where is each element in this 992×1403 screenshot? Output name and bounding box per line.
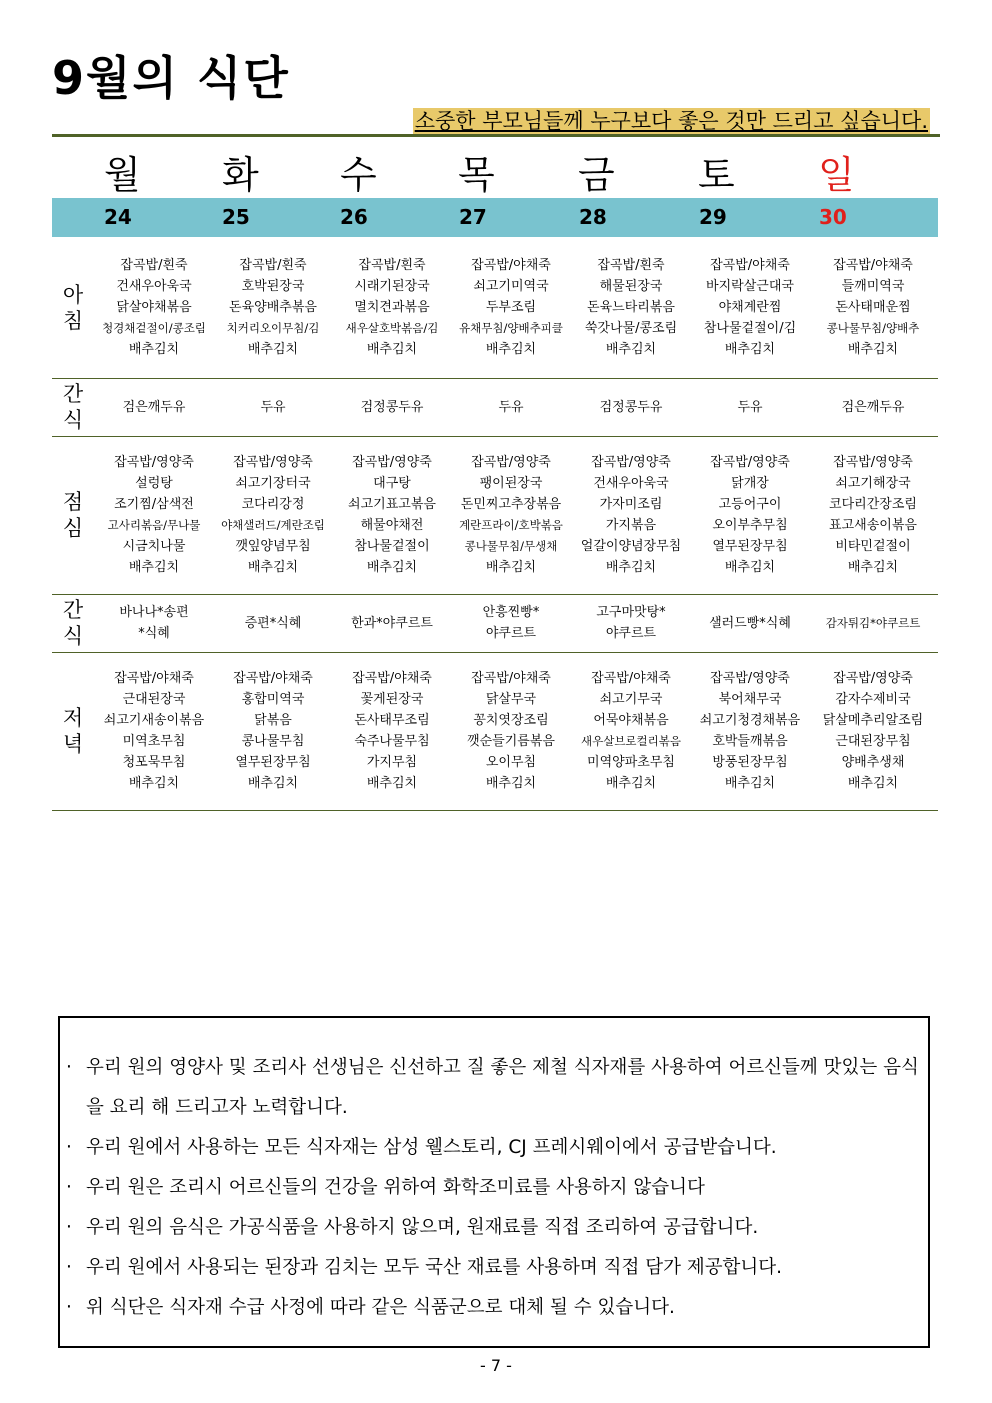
menu-item: 청경채겉절이/콩조림: [102, 321, 206, 335]
menu-item: 잡곡밥/영양죽: [233, 455, 313, 470]
menu-item: 계란프라이/호박볶음: [459, 518, 563, 532]
menu-item: 잡곡밥/영양죽: [471, 455, 551, 470]
menu-item: 팽이된장국: [479, 476, 543, 491]
menu-item: 새우살호박볶음/김: [345, 321, 439, 335]
menu-item: 야채계란찜: [718, 300, 782, 315]
meal-row-dinner: [52, 652, 938, 811]
weekday-tue: 화: [222, 153, 259, 197]
menu-item: 배추김치: [724, 560, 776, 575]
menu-item: 검은깨두유: [841, 399, 905, 415]
menu-cell-wed: [333, 652, 452, 810]
menu-item: 고구마맛탕*: [596, 605, 666, 620]
menu-item: 얼갈이양념장무침: [580, 539, 682, 554]
menu-item: 잡곡밥/야채죽: [591, 671, 671, 686]
menu-item: 미역초무침: [122, 734, 186, 749]
menu-item: 대구탕: [373, 476, 411, 491]
menu-item: 배추김치: [605, 342, 657, 357]
menu-cell-fri: [572, 652, 691, 810]
note-item: [66, 1128, 920, 1168]
menu-item: 시래기된장국: [354, 279, 430, 294]
weekday-mon: 월: [104, 153, 141, 197]
menu-item: 돈민찌고추장볶음: [460, 497, 562, 512]
menu-item: 비타민겉절이: [835, 539, 911, 554]
menu-item: 오이부추무침: [712, 518, 788, 533]
menu-cell-sun: [814, 237, 933, 378]
meal-label-text: 간식: [62, 382, 84, 432]
menu-item: 쇠고기표고볶음: [348, 497, 436, 512]
menu-item: 검정콩두유: [360, 399, 424, 415]
menu-item: 잡곡밥/영양죽: [833, 455, 913, 470]
menu-item: 참나물겉절이: [354, 539, 430, 554]
menu-item: 배추김치: [485, 342, 537, 357]
menu-item: 잡곡밥/영양죽: [833, 671, 913, 686]
menu-item: 배추김치: [247, 776, 299, 791]
menu-item: 호박된장국: [241, 279, 305, 294]
menu-item: 코다리간장조림: [829, 497, 917, 512]
menu-cell-wed: [333, 594, 452, 652]
menu-item: 배추김치: [485, 560, 537, 575]
menu-item: 건새우아욱국: [593, 476, 669, 491]
menu-item: 닭살무국: [485, 692, 537, 707]
menu-item: 잡곡밥/흰죽: [597, 258, 665, 273]
menu-cell-wed: [333, 378, 452, 436]
date-tue: 25: [222, 205, 250, 229]
note-text: 우리 원은 조리시 어르신들의 건강을 위하여 화학조미료를 사용하지 않습니다: [86, 1177, 705, 1198]
meal-row-snack-pm: [52, 594, 938, 653]
bullet-icon: ·: [66, 1137, 72, 1158]
menu-item: 시금치나물: [122, 539, 186, 554]
meal-row-snack-am: [52, 378, 938, 437]
note-text: 우리 원에서 사용되는 된장과 김치는 모두 국산 재료를 사용하며 직접 담가 제공합니다.: [86, 1257, 783, 1278]
menu-cell-tue: [214, 237, 333, 378]
title-divider: [52, 134, 940, 137]
menu-item: 콩나물무침/무생채: [464, 539, 558, 553]
menu-item: 잡곡밥/영양죽: [591, 455, 671, 470]
menu-item: 잡곡밥/야채죽: [233, 671, 313, 686]
meal-label: [52, 652, 94, 810]
menu-item: 배추김치: [128, 560, 180, 575]
menu-item: 잡곡밥/야채죽: [710, 258, 790, 273]
bullet-icon: ·: [66, 1257, 72, 1278]
menu-cell-sun: [814, 378, 933, 436]
menu-cell-sat: [691, 594, 810, 652]
weekday-sat: 토: [698, 153, 735, 197]
menu-item: 쇠고기해장국: [835, 476, 911, 491]
menu-cell-thu: [452, 237, 571, 378]
menu-cell-thu: [452, 436, 571, 594]
menu-cell-fri: [572, 378, 691, 436]
menu-item: 가지무침: [366, 755, 418, 770]
menu-item: 돈사태무조림: [354, 713, 430, 728]
menu-item: 멸치견과볶음: [354, 300, 430, 315]
meal-label-text: 간식: [62, 598, 84, 648]
menu-item: 건새우아욱국: [116, 279, 192, 294]
menu-item: 배추김치: [605, 560, 657, 575]
menu-cell-mon: [95, 594, 214, 652]
menu-item: 검정콩두유: [599, 399, 663, 415]
menu-item: 양배추생채: [841, 755, 905, 770]
date-fri: 28: [579, 205, 607, 229]
menu-item: 배추김치: [724, 342, 776, 357]
menu-item: 오이무침: [485, 755, 537, 770]
date-sat: 29: [699, 205, 727, 229]
menu-cell-wed: [333, 237, 452, 378]
menu-item: 배추김치: [847, 776, 899, 791]
menu-item: 조기찜/삼색전: [114, 497, 194, 512]
weekday-header: [52, 152, 938, 198]
menu-item: 콩나물무침: [241, 734, 305, 749]
bullet-icon: ·: [66, 1177, 72, 1198]
weekday-wed: 수: [340, 153, 377, 197]
menu-cell-sun: [814, 652, 933, 810]
menu-cell-wed: [333, 436, 452, 594]
menu-item: 잡곡밥/흰죽: [120, 258, 188, 273]
page-title: 9월의 식단: [52, 51, 290, 105]
menu-item: 배추김치: [485, 776, 537, 791]
menu-cell-mon: [95, 237, 214, 378]
menu-item: 배추김치: [724, 776, 776, 791]
menu-item: 코다리강정: [241, 497, 305, 512]
weekday-sun: 일: [818, 153, 855, 197]
menu-item: 바나나*송편: [119, 605, 189, 620]
meal-label: [52, 436, 94, 594]
note-item: [66, 1248, 920, 1288]
note-text: 우리 원의 음식은 가공식품을 사용하지 않으며, 원재료를 직접 조리하여 공급합니다.: [86, 1217, 759, 1238]
menu-item: 홍합미역국: [241, 692, 305, 707]
date-wed: 26: [340, 205, 368, 229]
meal-label-text: 점심: [62, 490, 84, 540]
menu-cell-sat: [691, 378, 810, 436]
bullet-icon: ·: [66, 1217, 72, 1238]
menu-item: 감자튀김*야쿠르트: [825, 615, 921, 630]
bullet-icon: ·: [66, 1057, 72, 1078]
menu-item: 설렁탕: [135, 476, 173, 491]
menu-item: 한과*야쿠르트: [351, 615, 433, 631]
menu-item: 치커리오이무침/김: [226, 321, 320, 335]
meal-label: [52, 237, 94, 378]
menu-item: 해물된장국: [599, 279, 663, 294]
menu-item: 어묵야채볶음: [593, 713, 669, 728]
menu-item: 깻순들기름볶음: [467, 734, 555, 749]
weekday-thu: 목: [458, 153, 495, 197]
menu-item: 바지락살근대국: [706, 279, 794, 294]
menu-item: 두부조림: [485, 300, 537, 315]
menu-cell-thu: [452, 594, 571, 652]
date-bar: [52, 198, 938, 237]
menu-item: 잡곡밥/야채죽: [352, 671, 432, 686]
menu-item: 꽃게된장국: [360, 692, 424, 707]
menu-item: 두유: [498, 399, 524, 415]
menu-item: 닭개장: [731, 476, 769, 491]
meal-label-text: 아침: [62, 282, 84, 333]
menu-item: 두유: [737, 399, 763, 415]
menu-cell-tue: [214, 594, 333, 652]
meal-label: [52, 594, 94, 652]
note-text: 우리 원에서 사용하는 모든 식자재는 삼성 웰스토리, CJ 프레시웨이에서 공급받습니다.: [86, 1137, 777, 1158]
menu-item: 배추김치: [366, 776, 418, 791]
menu-item: 근대된장국: [122, 692, 186, 707]
menu-item: 청포묵무침: [122, 755, 186, 770]
menu-item: 돈육양배추볶음: [229, 300, 317, 315]
menu-item: 배추김치: [128, 776, 180, 791]
menu-item: 잡곡밥/영양죽: [710, 671, 790, 686]
menu-item: 쇠고기청경채볶음: [699, 713, 801, 728]
note-item: [66, 1288, 920, 1328]
menu-cell-tue: [214, 378, 333, 436]
menu-item: 표고새송이볶음: [829, 518, 917, 533]
meal-label-text: 저녁: [62, 706, 84, 756]
menu-item: 돈육느타리볶음: [587, 300, 675, 315]
note-text: 우리 원의 영양사 및 조리사 선생님은 신선하고 질 좋은 제철 식자재를 사용하여 어르신들께 맛있는 음식을 요리 해 드리고자 노력합니다.: [86, 1057, 919, 1118]
meal-row-lunch: [52, 436, 938, 595]
menu-item: 잡곡밥/영양죽: [710, 455, 790, 470]
menu-item: 쇠고기장터국: [235, 476, 311, 491]
menu-item: 잡곡밥/영양죽: [352, 455, 432, 470]
note-item: [66, 1048, 920, 1128]
menu-item: 가자미조림: [599, 497, 663, 512]
menu-item: 안흥찐빵*: [482, 605, 540, 620]
menu-cell-thu: [452, 378, 571, 436]
bullet-icon: ·: [66, 1297, 72, 1318]
menu-item: 숙주나물무침: [354, 734, 430, 749]
menu-item: 잡곡밥/야채죽: [471, 258, 551, 273]
menu-item: 야쿠르트: [485, 626, 537, 641]
slogan: 소중한 부모님들께 누구보다 좋은 것만 드리고 싶습니다.: [414, 109, 928, 133]
menu-item: 감자수제비국: [835, 692, 911, 707]
menu-cell-fri: [572, 237, 691, 378]
notes-box: [58, 1016, 930, 1348]
menu-item: 유채무침/양배추피클: [459, 321, 563, 335]
menu-item: 두유: [260, 399, 286, 415]
menu-item: 열무된장무침: [712, 539, 788, 554]
menu-cell-fri: [572, 436, 691, 594]
menu-item: 호박들깨볶음: [712, 734, 788, 749]
menu-item: 열무된장무침: [235, 755, 311, 770]
weekday-fri: 금: [578, 153, 615, 197]
menu-item: 야채샐러드/계란조림: [221, 518, 325, 532]
meal-label: [52, 378, 94, 436]
menu-item: 돈사태매운찜: [835, 300, 911, 315]
menu-item: 배추김치: [847, 342, 899, 357]
menu-item: 배추김치: [128, 342, 180, 357]
menu-item: 잡곡밥/야채죽: [471, 671, 551, 686]
menu-item: 검은깨두유: [122, 399, 186, 415]
menu-item: 들깨미역국: [841, 279, 905, 294]
menu-item: 샐러드빵*식혜: [709, 615, 791, 631]
menu-cell-tue: [214, 436, 333, 594]
menu-item: 증편*식혜: [244, 615, 302, 631]
menu-item: 잡곡밥/야채죽: [833, 258, 913, 273]
menu-cell-sun: [814, 594, 933, 652]
note-item: [66, 1208, 920, 1248]
menu-item: 참나물겉절이/김: [703, 321, 797, 336]
menu-item: 고사리볶음/무나물: [107, 518, 201, 532]
menu-item: 쇠고기새송이볶음: [103, 713, 205, 728]
menu-item: 새우살브로컬리볶음: [581, 734, 681, 748]
menu-item: 잡곡밥/흰죽: [358, 258, 426, 273]
menu-item: 콩나물무침/양배추: [826, 321, 920, 335]
menu-item: 배추김치: [247, 560, 299, 575]
menu-cell-sat: [691, 652, 810, 810]
menu-item: 가지볶음: [605, 518, 657, 533]
date-thu: 27: [459, 205, 487, 229]
note-text: 위 식단은 식자재 수급 사정에 따라 같은 식품군으로 대체 될 수 있습니다.: [86, 1297, 675, 1318]
date-sun: 30: [819, 205, 847, 229]
menu-item: 미역양파초무침: [587, 755, 675, 770]
menu-item: 야쿠르트: [605, 626, 657, 641]
menu-item: 고등어구이: [718, 497, 782, 512]
date-mon: 24: [104, 205, 132, 229]
menu-item: 잡곡밥/흰죽: [239, 258, 307, 273]
menu-cell-mon: [95, 378, 214, 436]
menu-item: 근대된장무침: [835, 734, 911, 749]
menu-item: 쇠고기무국: [599, 692, 663, 707]
menu-item: 배추김치: [605, 776, 657, 791]
menu-item: 잡곡밥/영양죽: [114, 455, 194, 470]
page-number: - 7 -: [480, 1356, 512, 1375]
menu-item: 방풍된장무침: [712, 755, 788, 770]
menu-cell-sat: [691, 237, 810, 378]
menu-cell-fri: [572, 594, 691, 652]
menu-item: 꽁치엿장조림: [473, 713, 549, 728]
menu-item: 배추김치: [366, 342, 418, 357]
menu-item: *식혜: [138, 626, 170, 641]
menu-item: 배추김치: [247, 342, 299, 357]
menu-cell-mon: [95, 436, 214, 594]
menu-item: 북어채무국: [718, 692, 782, 707]
menu-item: 잡곡밥/야채죽: [114, 671, 194, 686]
notes-list: [66, 1048, 920, 1328]
menu-item: 쑥갓나물/콩조림: [584, 321, 678, 336]
menu-item: 해물야채전: [360, 518, 424, 533]
menu-item: 깻잎양념무침: [235, 539, 311, 554]
menu-cell-mon: [95, 652, 214, 810]
menu-cell-thu: [452, 652, 571, 810]
menu-item: 쇠고기미역국: [473, 279, 549, 294]
menu-item: 닭살야채볶음: [116, 300, 192, 315]
menu-cell-tue: [214, 652, 333, 810]
menu-cell-sun: [814, 436, 933, 594]
menu-item: 배추김치: [366, 560, 418, 575]
menu-cell-sat: [691, 436, 810, 594]
menu-item: 닭살메추리알조림: [822, 713, 924, 728]
meal-row-breakfast: [52, 237, 938, 379]
menu-item: 닭볶음: [254, 713, 292, 728]
note-item: [66, 1168, 920, 1208]
menu-item: 배추김치: [847, 560, 899, 575]
